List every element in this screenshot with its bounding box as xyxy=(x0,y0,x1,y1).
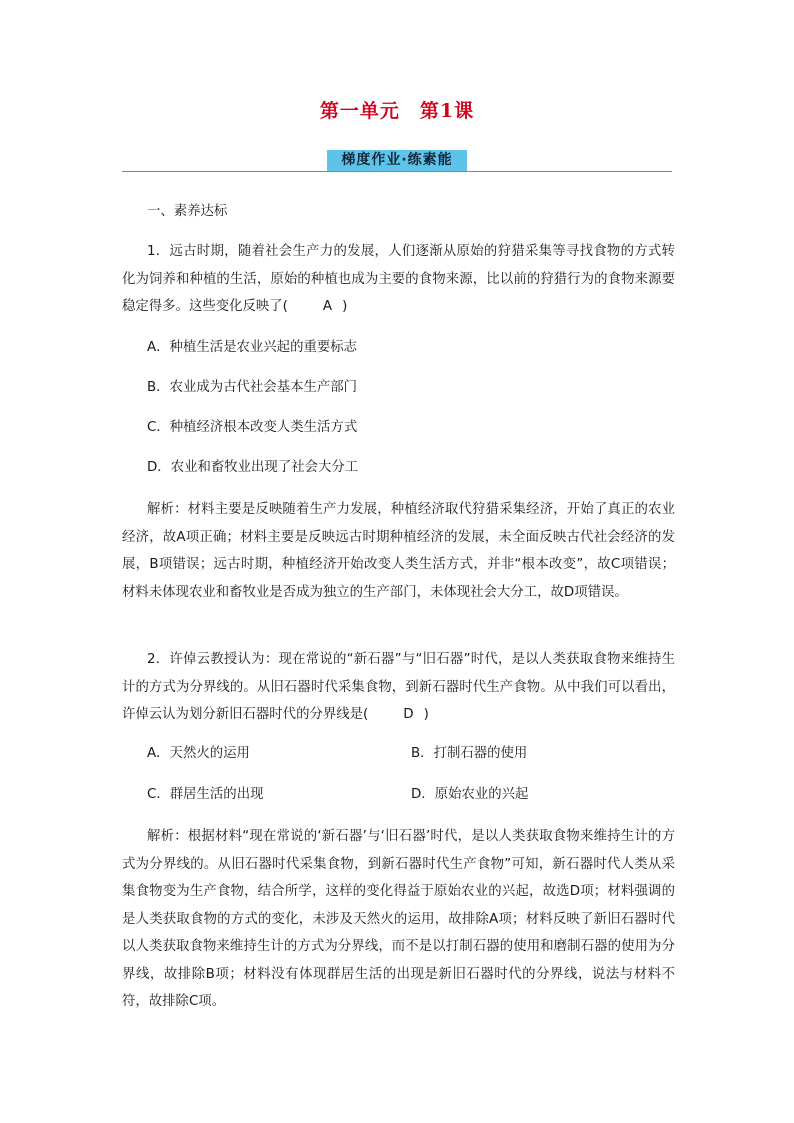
question-1-option-a: A．种植生活是农业兴起的重要标志 xyxy=(147,340,358,355)
question-1-option-d: D．农业和畜牧业出现了社会大分工 xyxy=(147,460,359,475)
question-1-analysis: 解析：材料主要是反映随着生产力发展，种植经济取代狩猎采集经济，开始了真正的农业经济，故A项正确；材料主要是反映远古时期种植经济的发展，未全面反映古代社会经济的发展，B项错误；远古时期，种植经济开始改变人类生活方式，并非“根本改变”，故C项错误；材料未体现农业和畜牧业是否成为独立的生产部门，未体现社会大分工，故D项错误。 xyxy=(122,502,675,600)
question-2-stem xyxy=(122,646,675,729)
question-2-option-c: C．群居生活的出现 xyxy=(147,787,264,802)
banner-label: 梯度作业·练素能 xyxy=(327,150,467,171)
question-1-stem xyxy=(122,238,675,321)
question-1-option-c: C．种植经济根本改变人类生活方式 xyxy=(147,420,358,435)
question-2-option-d: D．原始农业的兴起 xyxy=(411,787,529,802)
question-2-option-b: B．打制石器的使用 xyxy=(411,746,528,761)
question-1-answer: A xyxy=(322,299,333,314)
question-2-option-a: A．天然火的运用 xyxy=(147,746,250,761)
question-1-option-b: B．农业成为古代社会基本生产部门 xyxy=(147,380,358,395)
question-2-answer: D xyxy=(403,707,414,722)
page-title: 第一单元 第1课 xyxy=(319,100,475,122)
section-heading: 一、素养达标 xyxy=(147,204,228,219)
question-1-text: 1．远古时期，随着社会生产力的发展，人们逐渐从原始的狩猎采集等寻找食物的方式转化为饲养和种植的生活，原始的种植也成为主要的食物来源，比以前的狩猎行为的食物来源要稳定得多。这些变化反映了( xyxy=(122,244,675,314)
question-2-close: ) xyxy=(423,707,429,722)
question-2-analysis: 解析：根据材料“现在常说的‘新石器’与‘旧石器’时代，是以人类获取食物来维持生计的方式为分界线的。从旧石器时代采集食物，到新石器时代生产食物”可知，新石器时代人类从采集食物变为生产食物，结合所学，这样的变化得益于原始农业的兴起，故选D项；材料强调的是人类获取食物的方式的变化，未涉及天然火的运用，故排除A项；材料反映了新旧石器时代以人类获取食物来维持生计的方式为分界线，而不是以打制石器的使用和磨制石器的使用为分界线，故排除B项；材料没有体现群居生活的出现是新旧石器时代的分界线，说法与材料不符，故排除C项。 xyxy=(122,829,675,1009)
question-1-close: ) xyxy=(342,299,348,314)
section-banner xyxy=(122,150,672,172)
banner-rule xyxy=(122,171,672,172)
question-2-text: 2．许倬云教授认为：现在常说的“新石器”与“旧石器”时代，是以人类获取食物来维持生计的方式为分界线的。从旧石器时代采集食物，到新石器时代生产食物。从中我们可以看出，许倬云认为划分新旧石器时代的分界线是( xyxy=(122,652,675,722)
